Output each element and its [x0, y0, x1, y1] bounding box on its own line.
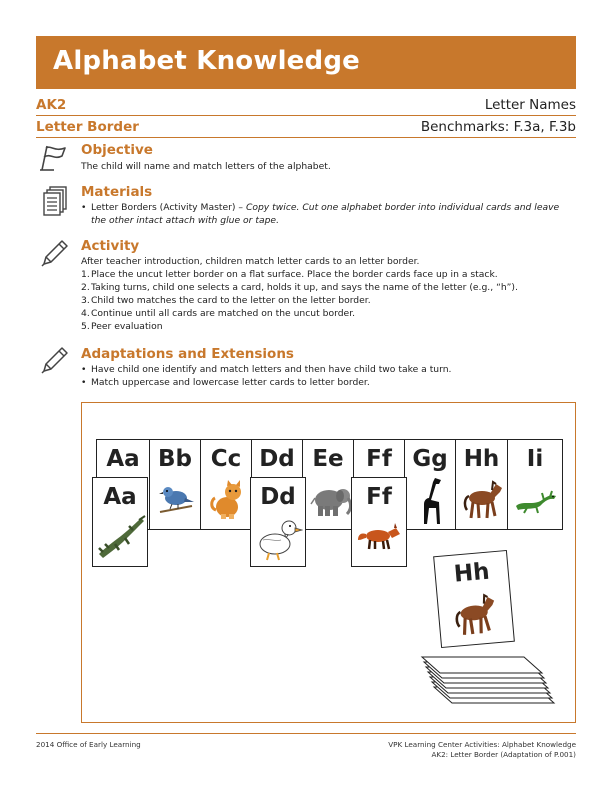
header-divider: [36, 115, 576, 116]
footer-right-line2: AK2: Letter Border (Adaptation of P.001): [431, 749, 576, 759]
border-cell-c: [200, 439, 252, 530]
objective-text: The child will name and match letters of the alphabet.: [81, 161, 331, 172]
step-number: 4.: [81, 308, 90, 319]
border-cell-g: [404, 439, 456, 530]
footer-right-line1: VPK Learning Center Activities: Alphabet Knowledge: [388, 740, 576, 749]
elephant-icon: [307, 484, 353, 518]
card-letter: Aa: [103, 484, 137, 510]
activity-step: [81, 307, 571, 320]
activity-title: Activity: [81, 238, 140, 254]
flag-icon: [38, 142, 70, 174]
adaptations-list: [81, 363, 571, 389]
lizard-icon: [514, 488, 558, 516]
step-text: Continue until all cards are matched on the uncut border.: [91, 308, 356, 319]
step-text: Peer evaluation: [91, 321, 163, 332]
materials-item-note: Copy twice. Cut one alphabet border into individual cards and leave the other intact attach with glue or tape.: [91, 202, 560, 226]
horse-icon: [448, 592, 504, 640]
adaptation-item: • Match uppercase and lowercase letter cards to letter border.: [81, 376, 571, 389]
card-letter: Ff: [366, 484, 392, 510]
activity-step: [81, 281, 571, 294]
letter-border-illustration: [81, 402, 576, 723]
step-number: 2.: [81, 282, 90, 293]
objective-title: Objective: [81, 142, 153, 158]
materials-title: Materials: [81, 184, 153, 200]
border-letter: Cc: [210, 446, 242, 472]
giraffe-icon: [415, 476, 449, 526]
topic-label: Letter Names: [484, 97, 576, 113]
activity-name: Letter Border: [36, 119, 139, 135]
activity-intro: After teacher introduction, children match letter cards to an letter border.: [81, 256, 420, 267]
bird-icon: [156, 482, 196, 518]
activity-step: [81, 294, 571, 307]
card-letter: Dd: [260, 484, 296, 510]
border-letter: Bb: [158, 446, 192, 472]
header-divider-2: [36, 137, 576, 138]
papers-icon: [38, 185, 70, 217]
title-banner: [36, 36, 576, 89]
border-letter: Ee: [312, 446, 344, 472]
matched-card-d[interactable]: [250, 477, 306, 567]
page-title: Alphabet Knowledge: [53, 46, 360, 76]
activity-body: [81, 255, 571, 333]
border-cell-i: [507, 439, 563, 530]
border-cell-b: [149, 439, 201, 530]
border-letter: Hh: [463, 446, 500, 472]
materials-list: [81, 201, 571, 227]
footer-divider: [36, 733, 576, 734]
cat-icon: [209, 480, 247, 520]
footer-left: 2014 Office of Early Learning: [36, 740, 141, 749]
matched-card-a[interactable]: [92, 477, 148, 567]
step-number: 5.: [81, 321, 90, 332]
border-letter: Gg: [412, 446, 448, 472]
border-letter: Aa: [106, 446, 140, 472]
horse-icon: [460, 480, 506, 522]
adaptation-item: • Have child one identify and match letters and then have child two take a turn.: [81, 363, 571, 376]
alligator-icon: [95, 514, 147, 562]
border-letter: Ff: [366, 446, 392, 472]
footer-right: [388, 740, 576, 759]
benchmarks-label: Benchmarks: F.3a, F.3b: [420, 119, 576, 135]
adaptations-title: Adaptations and Extensions: [81, 346, 294, 362]
activity-code: AK2: [36, 97, 67, 113]
border-cell-e: [302, 439, 354, 530]
pencil-icon: [38, 345, 70, 377]
border-letter: Dd: [259, 446, 295, 472]
activity-step: [81, 268, 571, 281]
materials-item: [81, 201, 571, 227]
border-cell-h: [455, 439, 508, 530]
materials-item-lead: Letter Borders (Activity Master) –: [91, 202, 246, 213]
step-text: Taking turns, child one selects a card, holds it up, and says the name of the letter (e.g., “h”).: [91, 282, 518, 293]
fox-icon: [356, 522, 404, 552]
matched-card-f[interactable]: [351, 477, 407, 567]
step-text: Child two matches the card to the letter on the letter border.: [91, 295, 371, 306]
activity-steps: [81, 268, 571, 333]
card-letter: Hh: [452, 558, 491, 588]
border-letter: Ii: [526, 446, 544, 472]
step-number: 1.: [81, 269, 90, 280]
held-card-h[interactable]: [433, 550, 515, 648]
duck-icon: [255, 514, 303, 562]
step-number: 3.: [81, 295, 90, 306]
pencil-icon: [38, 238, 70, 270]
step-text: Place the uncut letter border on a flat surface. Place the border cards face up in a stack.: [91, 269, 498, 280]
activity-step: [81, 320, 571, 333]
